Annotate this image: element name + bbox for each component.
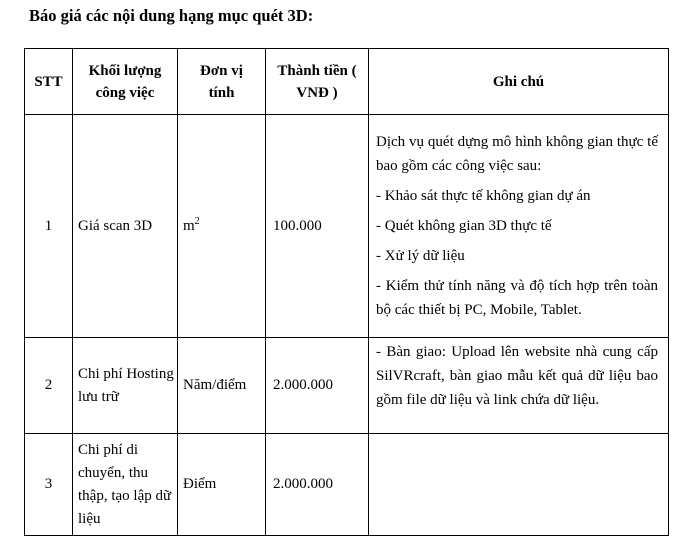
row-amount: 100.000 <box>266 115 369 338</box>
table-row <box>25 115 669 338</box>
row-note <box>369 338 669 434</box>
row-stt: 1 <box>25 115 73 338</box>
row-stt: 2 <box>25 338 73 434</box>
row-note <box>369 115 669 338</box>
note-line: - Khảo sát thực tế không gian dự án <box>376 188 591 204</box>
row-work-item: Chi phí Hosting lưu trữ <box>73 338 178 434</box>
note-line: - Quét không gian 3D thực tế <box>376 218 552 234</box>
table-header-row <box>25 49 669 115</box>
note-line: - Xử lý dữ liệu <box>376 248 465 264</box>
document-title: Báo giá các nội dung hạng mục quét 3D: <box>29 6 314 25</box>
header-work-item: Khối lượng công việc <box>73 49 178 115</box>
row-work-item: Chi phí di chuyển, thu thập, tạo lập dữ liệu <box>73 434 178 536</box>
row-unit <box>178 115 266 338</box>
note-line: Dịch vụ quét dựng mô hình không gian thực tế bao gồm các công việc sau: <box>376 134 658 174</box>
header-note: Ghi chú <box>369 49 669 115</box>
header-unit: Đơn vị tính <box>178 49 266 115</box>
unit-superscript: 2 <box>194 215 200 227</box>
row-note <box>369 434 669 536</box>
row-amount: 2.000.000 <box>266 434 369 536</box>
row-unit: Điểm <box>178 434 266 536</box>
note-line: - Kiểm thử tính năng và độ tích hợp trên toàn bộ các thiết bị PC, Mobile, Tablet. <box>376 278 658 318</box>
row-work-item: Giá scan 3D <box>73 115 178 338</box>
header-stt: STT <box>25 49 73 115</box>
row-unit: Năm/điểm <box>178 338 266 434</box>
unit-text: m <box>183 217 195 234</box>
header-amount: Thành tiền ( VNĐ ) <box>266 49 369 115</box>
row-amount: 2.000.000 <box>266 338 369 434</box>
table-row <box>25 434 669 536</box>
note-line: - Bàn giao: Upload lên website nhà cung cấp SilVRcraft, bàn giao mẫu kết quả dữ liệu bao gồm file dữ liệu và link chứa dữ liệu. <box>376 344 658 408</box>
row-stt: 3 <box>25 434 73 536</box>
table-row <box>25 338 669 434</box>
price-quote-table <box>24 48 669 536</box>
